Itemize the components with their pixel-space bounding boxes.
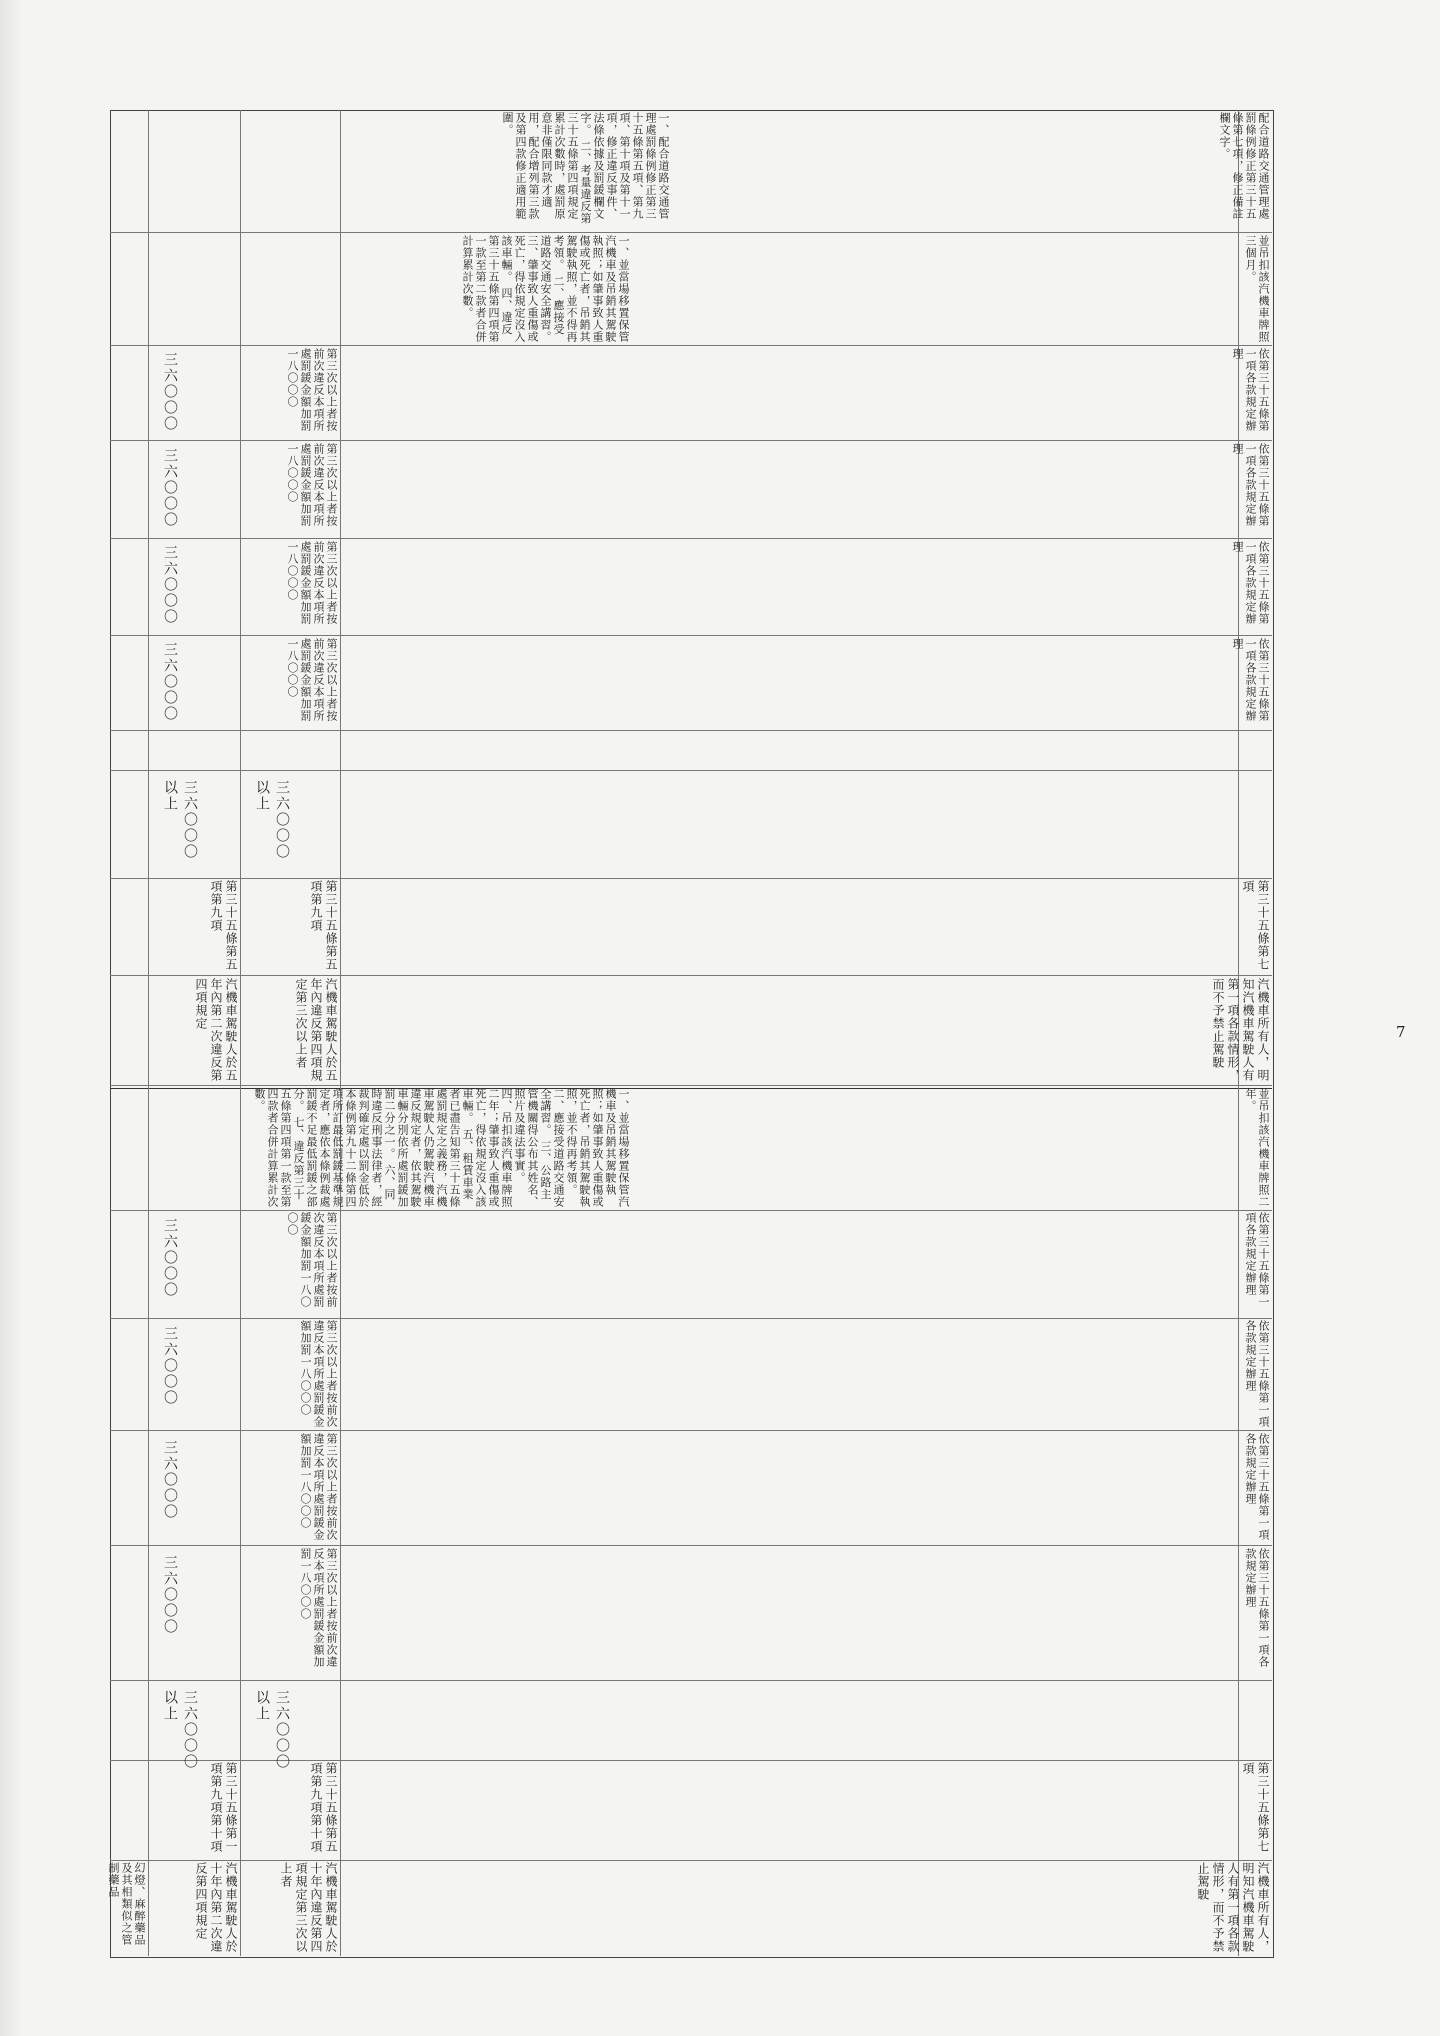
article-cell: 第三十五條第一項第九項第十項 bbox=[209, 1762, 238, 1853]
grid-line bbox=[110, 635, 1272, 636]
violation-cell: 汽機車駕駛人於十年內第二次違反第四項規定 bbox=[194, 1862, 238, 1953]
remark-item: 四、吊扣該汽機車牌照二年；肇事致人重傷或死亡，得依規定沒入該車輛。 bbox=[461, 1088, 513, 1208]
grid-line bbox=[110, 538, 1272, 539]
fine-note: 第三次以上者按前次違反本項所處罰鍰金額加罰一八〇〇〇 bbox=[286, 638, 338, 722]
fine-range-cell: 三六〇〇〇以上 bbox=[254, 780, 290, 860]
header-fragment: 幻燈、麻醉藥品及其相類似之管制藥品 bbox=[107, 1862, 146, 1946]
grid-line bbox=[110, 730, 1272, 731]
fine-note: 第三次以上者按前次違反本項所處罰鍰金額加罰一八〇〇〇 bbox=[286, 541, 338, 625]
grid-line bbox=[110, 975, 1272, 976]
remark-item: 二、應接受道路交通安全講習。 bbox=[539, 1088, 565, 1208]
violation-cell: 汽機車駕駛人於五年內第二次違反第四項規定 bbox=[194, 978, 238, 1082]
remark-item: 一、並當場移置保管汽機車及吊銷其駕駛執照；如肇事致人重傷或死亡者，吊銷其駕駛執照，並不得再考領。 bbox=[552, 235, 630, 343]
remark-item: 五、租賃車業者已盡告知第三十五條處罰規定之義務，汽機車駕駛人仍駕駛汽機車違反規定者，依其駕駛車輛分別依所處罰鍰加罰二分之一。 bbox=[383, 1088, 474, 1208]
fine-note: 第三次以上者按前次違反本項所處罰鍰金額加罰一八〇〇〇 bbox=[286, 348, 338, 432]
owner-violation-cell: 汽機車所有人，明知汽機車駕駛人有第一項各款情形，而不予禁止駕駛 bbox=[1211, 978, 1270, 1082]
remarks-cell bbox=[150, 235, 630, 343]
fine-note: 第三次以上者按前次違反本項所處罰鍰金額加罰一八〇〇〇 bbox=[299, 1433, 338, 1541]
owner-fine-rule: 依第三十五條第一項各款規定辦理 bbox=[1231, 541, 1270, 625]
fine-range-cell: 三六〇〇〇以上 bbox=[162, 780, 198, 860]
owner-fine-rule: 依第三十五條第一項各款規定辦理 bbox=[1244, 1212, 1270, 1308]
owner-amendment: 配合道路交通管理處罰條例修正第三十五條第七項，修正備註欄文字。 bbox=[1218, 112, 1270, 220]
remark-item: 四、違反第三十五條第四項第一款至第二款者合併計算累計次數。 bbox=[461, 235, 513, 343]
owner-fine-rule: 依第三十五條第一項各款規定辦理 bbox=[1231, 348, 1270, 432]
remark-item: 六、同時違反刑事法律者，經裁判確定處以罰金低於本條例第九十二條第四項所訂最低罰鍰基準規定者，應依本條例裁處罰鍰不足最低罰鍰之部分。 bbox=[292, 1088, 396, 1208]
article-cell: 第三十五條第五項第九項第十項 bbox=[309, 1762, 338, 1853]
grid-line bbox=[110, 770, 1272, 771]
grid-line bbox=[110, 1680, 1272, 1681]
fine-amount: 三六〇〇〇 bbox=[162, 1326, 178, 1406]
remarks-cell bbox=[150, 1088, 630, 1208]
owner-article-cell: 第三十五條第七項 bbox=[1241, 880, 1270, 971]
amendment-item: 一、配合道路交通管理處罰條例修正第三十五條第五項、第九項、第十項及第十一項，修正違反事件、法條依據及罰鍰欄文字。 bbox=[579, 112, 670, 220]
fine-amount: 三六〇〇〇 bbox=[162, 1555, 178, 1635]
fine-note: 第三次以上者按前次違反本項所處罰鍰金額加罰一八〇〇〇 bbox=[299, 1320, 338, 1428]
owner-remark: 並吊扣該汽機車牌照二年。 bbox=[1244, 1088, 1270, 1208]
owner-fine-rule: 依第三十五條第一項各款規定辦理 bbox=[1244, 1320, 1270, 1428]
grid-line bbox=[110, 1318, 1272, 1319]
violation-cell: 汽機車駕駛人於五年內違反第四項規定第三次以上者 bbox=[294, 978, 338, 1082]
fine-amount: 三六〇〇〇 bbox=[162, 352, 178, 432]
owner-fine-rule: 依第三十五條第一項各款規定辦理 bbox=[1231, 443, 1270, 527]
owner-fine-rule: 依第三十五條第一項各款規定辦理 bbox=[1244, 1548, 1270, 1668]
amendment-item: 二、考量違反第三十五條第四項規定累計次數時，處罰原意非僅限同款才適用，配合增列第三款及第四款修正適用範圍。 bbox=[501, 112, 592, 225]
remark-item: 三、公路主管機關得公布其姓名、照片及違法事實。 bbox=[513, 1088, 552, 1208]
grid-line bbox=[110, 1430, 1272, 1431]
article-cell: 第三十五條第五項第九項 bbox=[209, 880, 238, 971]
fine-amount: 三六〇〇〇 bbox=[162, 642, 178, 722]
fine-range-cell: 三六〇〇〇以上 bbox=[254, 1690, 290, 1770]
fine-range-cell: 三六〇〇〇以上 bbox=[162, 1690, 198, 1770]
owner-remark: 並吊扣該汽機車牌照三個月。 bbox=[1244, 235, 1270, 343]
fine-note: 第三次以上者按前次違反本項所處罰鍰金額加罰一八〇〇〇 bbox=[299, 1548, 338, 1668]
owner-fine-rule: 依第三十五條第一項各款規定辦理 bbox=[1231, 638, 1270, 722]
page-number: 7 bbox=[1396, 1023, 1406, 1041]
grid-line bbox=[110, 878, 1272, 879]
grid-line bbox=[110, 232, 1272, 233]
scan-edge bbox=[0, 0, 22, 2036]
grid-line bbox=[110, 1860, 1272, 1861]
owner-violation-cell: 汽機車所有人，明知汽機車駕駛人有第一項各款情形，而不予禁止駕駛 bbox=[1196, 1862, 1270, 1953]
remark-item: 一、並當場移置保管汽機車及吊銷其駕駛執照；如肇事致人重傷或死亡者，吊銷其駕駛執照，並不得再考領。 bbox=[565, 1088, 630, 1208]
fine-amount: 三六〇〇〇 bbox=[162, 545, 178, 625]
fine-amount: 三六〇〇〇 bbox=[162, 448, 178, 528]
grid-line bbox=[110, 1545, 1272, 1546]
owner-article-cell: 第三十五條第七項 bbox=[1241, 1762, 1270, 1853]
remark-item: 七、違反第三十五條第四項第一款至第四款者合併計算累計次數。 bbox=[253, 1088, 305, 1208]
fine-amount: 三六〇〇〇 bbox=[162, 1440, 178, 1520]
fine-note: 第三次以上者按前次違反本項所處罰鍰金額加罰一八〇〇〇 bbox=[286, 1212, 338, 1308]
fine-note: 第三次以上者按前次違反本項所處罰鍰金額加罰一八〇〇〇 bbox=[286, 443, 338, 527]
owner-fine-rule: 依第三十五條第一項各款規定辦理 bbox=[1244, 1433, 1270, 1541]
grid-line bbox=[110, 1210, 1272, 1211]
amendment-notes bbox=[150, 112, 670, 230]
article-cell: 第三十五條第五項第九項 bbox=[309, 880, 338, 971]
violation-cell: 汽機車駕駛人於十年內違反第四項規定第三次以上者 bbox=[279, 1862, 338, 1953]
grid-line bbox=[110, 345, 1272, 346]
remark-item: 二、應接受道路交通安全講習。 bbox=[539, 235, 565, 343]
fine-amount: 三六〇〇〇 bbox=[162, 1218, 178, 1298]
remark-item: 三、肇事致人重傷或死亡，得依規定沒入該車輛。 bbox=[500, 235, 539, 343]
grid-line bbox=[110, 1085, 1272, 1086]
